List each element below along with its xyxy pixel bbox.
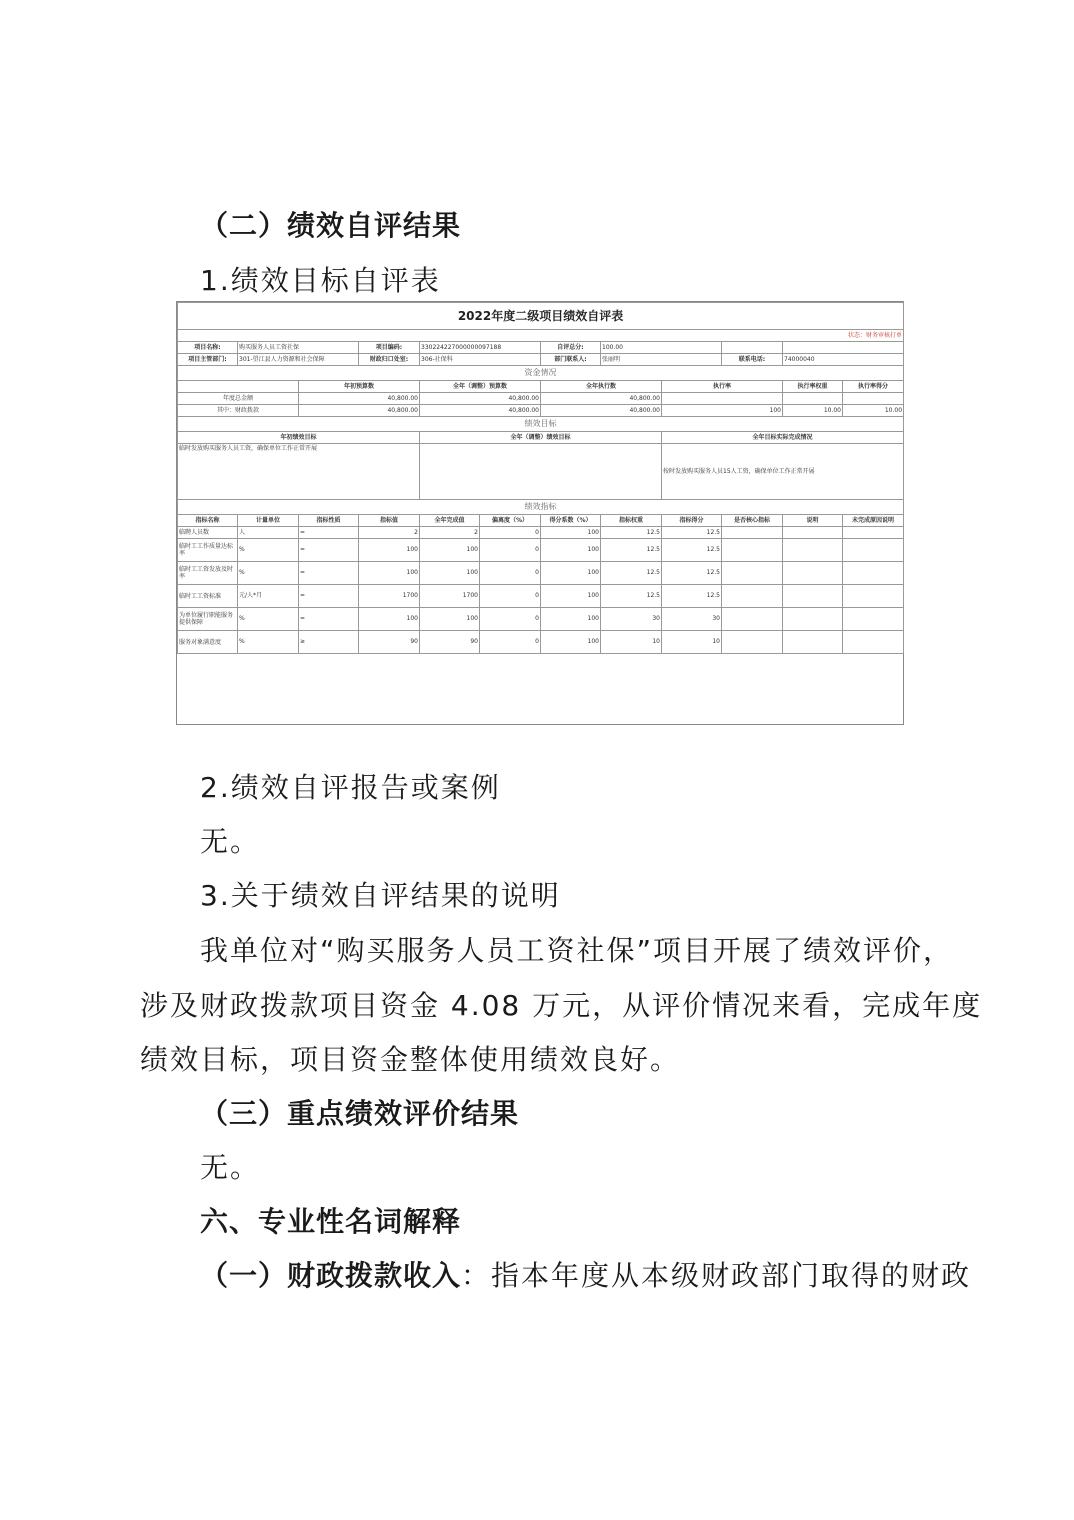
funds-row-label: 其中：财政拨款: [178, 405, 299, 417]
phone-label: 联系电话:: [722, 354, 783, 366]
funds-cell: 40,800.00: [299, 393, 420, 405]
contact-value: 张丽明: [601, 354, 722, 366]
indicator-cell: 90: [420, 631, 480, 654]
indicator-cell: [783, 631, 843, 654]
funds-cell: 40,800.00: [541, 405, 662, 417]
indicator-cell: 2: [359, 527, 420, 539]
item-heading-2: 2.绩效自评报告或案例: [200, 771, 501, 804]
funds-header: 执行率得分: [843, 381, 904, 393]
contact-label: 部门联系人:: [541, 354, 601, 366]
indicator-cell: 0: [480, 585, 541, 608]
indicator-cell: [843, 608, 904, 631]
indicator-cell: [722, 585, 783, 608]
empty-cell: [178, 381, 299, 393]
indicator-name: 临聘人员数: [178, 527, 238, 539]
indicator-cell: 30: [662, 608, 722, 631]
indicator-cell: 100: [541, 585, 601, 608]
indicator-cell: 100: [359, 539, 420, 562]
section-3-body: 无。: [200, 1151, 261, 1184]
indicator-cell: 100: [541, 608, 601, 631]
indicator-name: 临时工工资标准: [178, 585, 238, 608]
indicator-cell: ≥: [299, 631, 359, 654]
indicator-cell: 0: [480, 562, 541, 585]
indicator-cell: 12.5: [601, 539, 662, 562]
indicator-cell: %: [238, 608, 299, 631]
goal-header: 全年目标实际完成情况: [662, 432, 904, 444]
indicator-cell: 0: [480, 539, 541, 562]
indicator-row: [178, 527, 904, 539]
indicator-name: 为单位履行职能服务提供保障: [178, 608, 238, 631]
indicator-header: 偏离度（%）: [480, 515, 541, 527]
indicator-header: 指标值: [359, 515, 420, 527]
indicator-cell: [722, 631, 783, 654]
indicator-cell: 2: [420, 527, 480, 539]
indicator-cell: 12.5: [601, 585, 662, 608]
section-heading-six: 六、专业性名词解释: [200, 1205, 462, 1238]
indicator-name: 临时工工作质量达标率: [178, 539, 238, 562]
performance-self-evaluation-table: [176, 301, 904, 725]
indicator-header: 未完成原因说明: [843, 515, 904, 527]
funds-cell: 10.00: [783, 405, 843, 417]
goal-cell: [420, 444, 662, 500]
indicator-cell: 12.5: [601, 527, 662, 539]
funds-cell: 40,800.00: [420, 393, 541, 405]
empty-cell: [722, 342, 783, 354]
indicator-cell: 30: [601, 608, 662, 631]
indicator-cell: [843, 631, 904, 654]
indicator-name: 临时工工资发放及时率: [178, 562, 238, 585]
funds-row-label: 年度总金额: [178, 393, 299, 405]
indicator-cell: [783, 608, 843, 631]
indicator-cell: [783, 562, 843, 585]
funds-cell: 100: [662, 405, 783, 417]
indicator-cell: [843, 527, 904, 539]
dept-label: 项目主管部门:: [178, 354, 238, 366]
score-value: 100.00: [601, 342, 722, 354]
indicator-cell: =: [299, 539, 359, 562]
indicator-cell: %: [238, 539, 299, 562]
indicator-cell: [722, 527, 783, 539]
office-label: 财政归口处室:: [359, 354, 420, 366]
dept-value: 301-望江县人力资源和社会保障: [238, 354, 359, 366]
project-code-label: 项目编码:: [359, 342, 420, 354]
indicator-cell: 100: [541, 631, 601, 654]
funds-header: 全年执行数: [541, 381, 662, 393]
indicator-cell: 12.5: [601, 562, 662, 585]
funds-section-header: 资金情况: [178, 366, 904, 381]
funds-header: 全年（调整）预算数: [420, 381, 541, 393]
indicator-cell: 10: [662, 631, 722, 654]
indicator-cell: [722, 562, 783, 585]
indicator-cell: %: [238, 562, 299, 585]
indicator-cell: =: [299, 585, 359, 608]
funds-header: 执行率: [662, 381, 783, 393]
indicator-cell: 100: [541, 527, 601, 539]
indicator-cell: =: [299, 562, 359, 585]
indicator-cell: 0: [480, 631, 541, 654]
indicator-cell: 12.5: [662, 562, 722, 585]
funds-header: 年初预算数: [299, 381, 420, 393]
indicator-row: [178, 585, 904, 608]
indicator-header: 指标得分: [662, 515, 722, 527]
indicator-row: [178, 608, 904, 631]
goal-cell: 临时发放购买服务人员工资，确保单位工作正常开展: [178, 444, 420, 500]
indicator-cell: [843, 562, 904, 585]
project-name-label: 项目名称:: [178, 342, 238, 354]
funds-cell: 40,800.00: [420, 405, 541, 417]
funds-header: 执行率权重: [783, 381, 843, 393]
indicator-cell: 90: [359, 631, 420, 654]
goal-header: 年初绩效目标: [178, 432, 420, 444]
term-text: ：指本年度从本级财政部门取得的财政: [461, 1259, 972, 1292]
indicator-cell: 12.5: [662, 585, 722, 608]
indicator-cell: [783, 527, 843, 539]
indicator-cell: 0: [480, 527, 541, 539]
indicator-cell: =: [299, 527, 359, 539]
indicator-header: 说明: [783, 515, 843, 527]
funds-cell: [843, 393, 904, 405]
indicator-cell: 1700: [359, 585, 420, 608]
funds-cell: 40,800.00: [299, 405, 420, 417]
indicator-cell: 0: [480, 608, 541, 631]
funds-cell: [662, 393, 783, 405]
indicator-cell: 100: [359, 562, 420, 585]
indicator-cell: 100: [359, 608, 420, 631]
term-label: （一）财政拨款收入: [200, 1259, 462, 1292]
indicator-header: 指标性质: [299, 515, 359, 527]
indicator-cell: 100: [541, 539, 601, 562]
indicator-header: 得分系数（%）: [541, 515, 601, 527]
indicator-cell: 100: [420, 608, 480, 631]
indicator-row: [178, 562, 904, 585]
indicator-cell: [722, 608, 783, 631]
item-heading-1: 1.绩效目标自评表: [200, 264, 441, 297]
indicator-cell: 100: [541, 562, 601, 585]
indicator-cell: 12.5: [662, 527, 722, 539]
indicator-cell: [783, 585, 843, 608]
indicator-cell: 元/人*月: [238, 585, 299, 608]
goal-cell: 按时发放购买服务人员15人工资，确保单位工作正常开展: [662, 444, 904, 500]
empty-cell: [783, 342, 904, 354]
indicator-cell: [843, 539, 904, 562]
indicator-row: [178, 539, 904, 562]
funds-cell: 40,800.00: [541, 393, 662, 405]
indicator-header: 是否核心指标: [722, 515, 783, 527]
funds-cell: 10.00: [843, 405, 904, 417]
indicator-header: 指标名称: [178, 515, 238, 527]
indicator-cell: 12.5: [662, 539, 722, 562]
paragraph-line: 绩效目标，项目资金整体使用绩效良好。: [140, 1043, 681, 1076]
indicator-cell: 10: [601, 631, 662, 654]
term-definition: [200, 1254, 971, 1294]
indicator-name: 服务对象满意度: [178, 631, 238, 654]
indicator-header: 全年完成值: [420, 515, 480, 527]
indicator-header: 指标权重: [601, 515, 662, 527]
phone-value: 74000040: [783, 354, 904, 366]
table-title: 2022年度二级项目绩效自评表: [178, 303, 904, 330]
indicator-cell: %: [238, 631, 299, 654]
item-heading-3: 3.关于绩效自评结果的说明: [200, 879, 561, 912]
paragraph-line: 我单位对“购买服务人员工资社保”项目开展了绩效评价，: [200, 934, 954, 967]
score-label: 自评总分:: [541, 342, 601, 354]
indicator-cell: =: [299, 608, 359, 631]
section-heading-3: （三）重点绩效评价结果: [200, 1097, 520, 1130]
indicator-cell: 1700: [420, 585, 480, 608]
indicator-cell: 100: [420, 562, 480, 585]
indicator-cell: [843, 585, 904, 608]
indicator-cell: [722, 539, 783, 562]
section-heading-2: （二）绩效自评结果: [200, 209, 462, 242]
item-2-body: 无。: [200, 825, 261, 858]
project-name: 购买服务人员工资社保: [238, 342, 359, 354]
project-code: 330224227000000097188: [420, 342, 541, 354]
status-text: 状态：财务审核打单: [178, 330, 904, 342]
indicator-cell: 人: [238, 527, 299, 539]
goal-header: 全年（调整）绩效目标: [420, 432, 662, 444]
funds-cell: [783, 393, 843, 405]
paragraph-line: 涉及财政拨款项目资金 4.08 万元，从评价情况来看，完成年度: [140, 989, 983, 1022]
indicator-cell: 100: [420, 539, 480, 562]
goal-section-header: 绩效目标: [178, 417, 904, 432]
indicator-cell: [783, 539, 843, 562]
indicator-section-header: 绩效指标: [178, 500, 904, 515]
indicator-header: 计量单位: [238, 515, 299, 527]
office-value: 306-社保科: [420, 354, 541, 366]
indicator-row: [178, 631, 904, 654]
